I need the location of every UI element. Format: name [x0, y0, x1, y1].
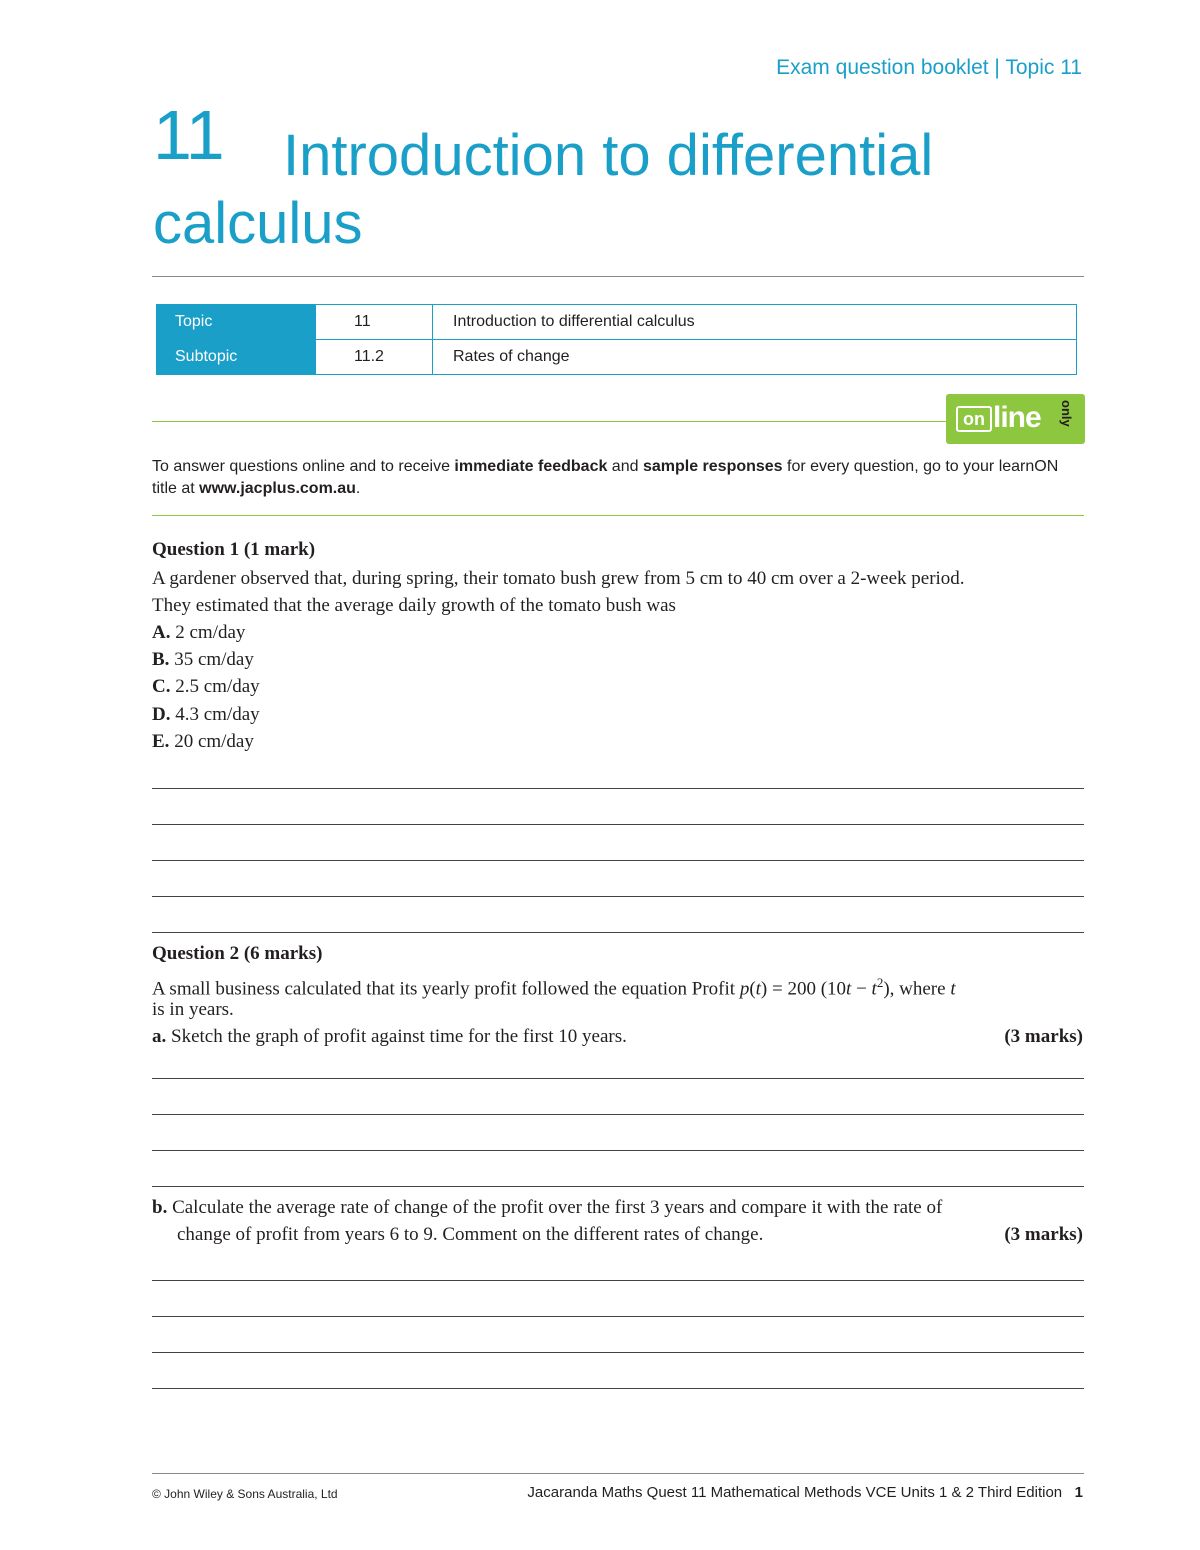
chapter-number: 11: [153, 96, 224, 174]
intro-text: To answer questions online and to receive: [152, 458, 455, 475]
page-number: 1: [1074, 1484, 1083, 1501]
title-divider: [152, 276, 1084, 277]
answer-line[interactable]: [152, 1280, 1084, 1281]
equation-symbol: ), where: [883, 978, 951, 1000]
question-2a: [152, 1023, 1087, 1050]
footer-divider: [152, 1473, 1084, 1474]
chapter-title-line2: calculus: [153, 191, 363, 256]
subtopic-number: 11.2: [315, 340, 433, 375]
option-text: 2.5 cm/day: [175, 676, 260, 697]
part-text: Sketch the graph of profit against time for the first 10 years.: [171, 1026, 627, 1047]
question-2-text: A small business calculated that its yearly profit followed the equation Profit: [152, 978, 740, 1000]
chapter-title-line1: Introduction to differential: [283, 123, 934, 188]
answer-line[interactable]: [152, 1150, 1084, 1151]
intro-text: for every question, go to your learnON title at: [152, 458, 1059, 497]
option-letter: E.: [152, 731, 170, 752]
equation-var: t: [846, 978, 852, 1000]
topic-description: Introduction to differential calculus: [433, 305, 1077, 340]
question-2a-marks: (3 marks): [1004, 1026, 1083, 1047]
option-letter: C.: [152, 676, 171, 697]
option-text: 20 cm/day: [174, 731, 254, 752]
answer-line[interactable]: [152, 860, 1084, 861]
question-1-option-b: [152, 646, 254, 673]
option-letter: D.: [152, 704, 171, 725]
online-badge-line: line: [993, 401, 1041, 434]
online-only-badge: on line only: [946, 394, 1085, 444]
option-letter: A.: [152, 622, 171, 643]
footer-book-info: [527, 1484, 1083, 1501]
intro-bold-responses: sample responses: [642, 458, 783, 475]
question-1-line1: A gardener observed that, during spring, their tomato bush grew from 5 cm to 40 cm over a 2-week period.: [152, 568, 965, 589]
answer-line[interactable]: [152, 1316, 1084, 1317]
answer-line[interactable]: [152, 824, 1084, 825]
equation-symbol: (: [749, 978, 756, 1000]
part-text: Calculate the average rate of change of the profit over the first 3 years and compare it with the rate of: [172, 1197, 943, 1218]
question-1-option-e: [152, 728, 254, 755]
topic-number: 11: [315, 305, 433, 340]
option-letter: B.: [152, 649, 170, 670]
equation-var: t: [755, 978, 761, 1000]
answer-line[interactable]: [152, 1078, 1084, 1079]
part-letter: b.: [152, 1197, 168, 1218]
subtopic-label: Subtopic: [157, 340, 316, 375]
question-1-option-a: [152, 619, 245, 646]
answer-line[interactable]: [152, 932, 1084, 933]
answer-line[interactable]: [152, 1186, 1084, 1187]
chapter-title: [153, 122, 1053, 258]
online-instructions: [152, 456, 1082, 500]
intro-bold-feedback: immediate feedback: [454, 458, 608, 475]
online-divider: [152, 421, 952, 422]
question-1-line2: They estimated that the average daily growth of the tomato bush was: [152, 595, 676, 616]
equation-symbol: ) = 200 (10: [760, 978, 847, 1000]
equation-exponent: 2: [876, 975, 884, 990]
answer-line[interactable]: [152, 896, 1084, 897]
subtopic-description: Rates of change: [433, 340, 1077, 375]
answer-line[interactable]: [152, 1352, 1084, 1353]
question-1-option-c: [152, 673, 260, 700]
footer-copyright: © John Wiley & Sons Australia, Ltd: [152, 1487, 338, 1501]
jacplus-link[interactable]: www.jacplus.com.au: [199, 480, 356, 497]
option-text: 35 cm/day: [174, 649, 254, 670]
part-letter: a.: [152, 1026, 167, 1047]
question-1-heading: Question 1 (1 mark): [152, 539, 316, 560]
online-badge-on: on: [956, 406, 992, 432]
equation-var: t: [950, 978, 956, 1000]
answer-line[interactable]: [152, 1114, 1084, 1115]
equation-var: t: [871, 978, 877, 1000]
subtopic-row: [157, 340, 1077, 375]
topic-table: [156, 304, 1077, 375]
header-label: Exam question booklet | Topic 11: [776, 56, 1082, 79]
option-text: 4.3 cm/day: [175, 704, 260, 725]
footer-book-title: Jacaranda Maths Quest 11 Mathematical Methods VCE Units 1 & 2 Third Edition: [527, 1484, 1063, 1501]
answer-line[interactable]: [152, 1388, 1084, 1389]
topic-row: [157, 305, 1077, 340]
question-2-heading: Question 2 (6 marks): [152, 943, 323, 964]
equation-var: p: [739, 978, 750, 1000]
question-2-line2: is in years.: [152, 999, 234, 1020]
option-text: 2 cm/day: [175, 622, 246, 643]
question-1-option-d: [152, 701, 260, 728]
equation-symbol: −: [851, 978, 872, 1000]
question-2b-line1: [152, 1194, 1087, 1221]
intro-divider: [152, 515, 1084, 516]
intro-text: .: [355, 480, 361, 497]
question-2b-marks: (3 marks): [1004, 1224, 1083, 1245]
answer-line[interactable]: [152, 788, 1084, 789]
question-2b-line2: change of profit from years 6 to 9. Comment on the different rates of change.: [177, 1224, 764, 1245]
topic-label: Topic: [157, 305, 316, 340]
intro-text: and: [607, 458, 643, 475]
